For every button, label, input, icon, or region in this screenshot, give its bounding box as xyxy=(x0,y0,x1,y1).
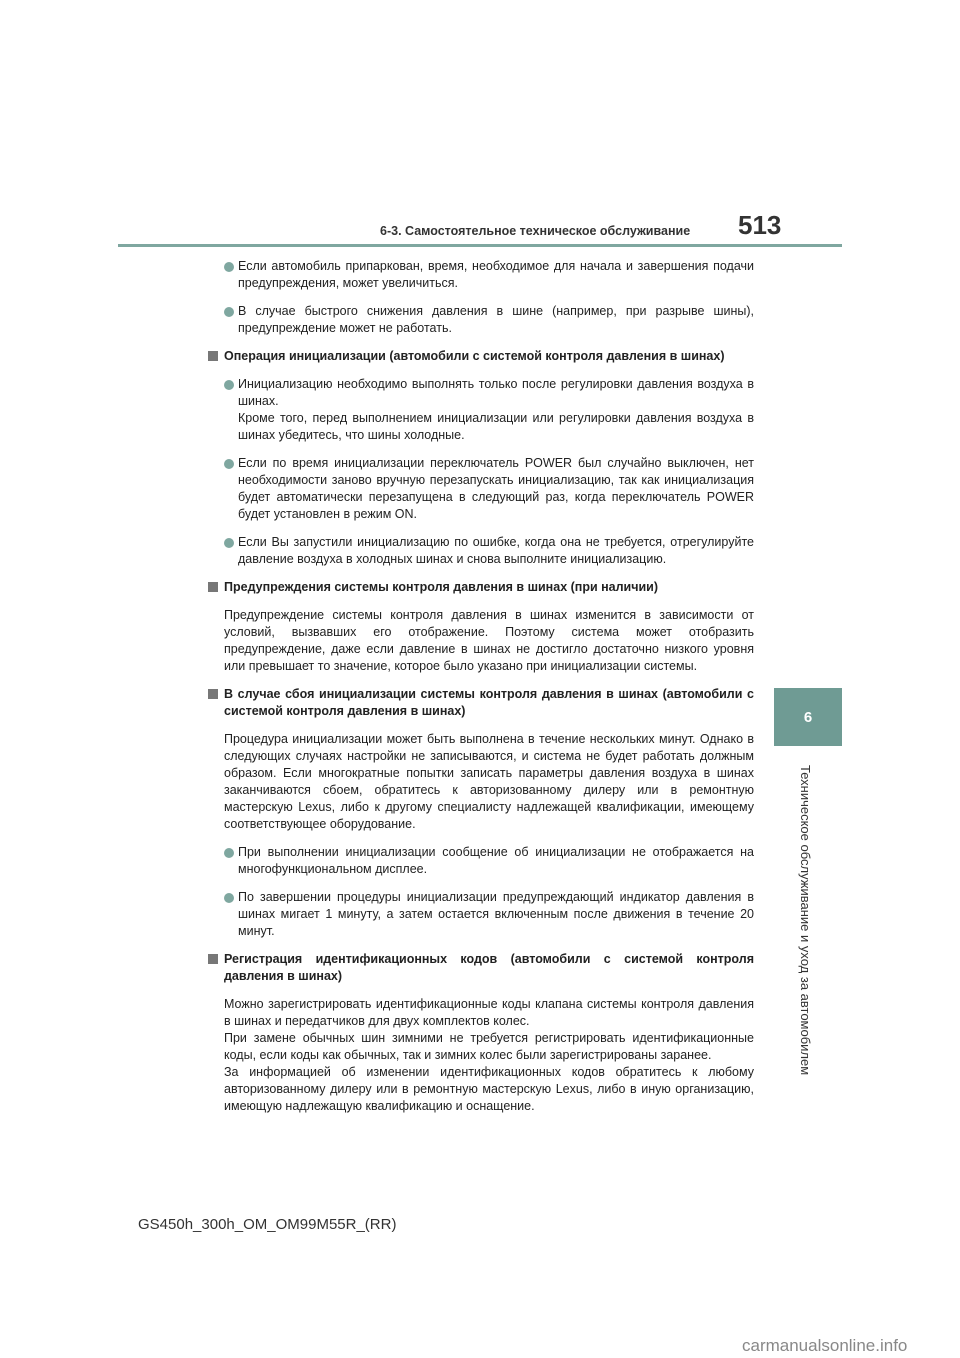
square-marker-icon xyxy=(208,689,218,699)
heading-text: Предупреждения системы контроля давления в шинах (при наличии) xyxy=(224,580,659,594)
bullet-item xyxy=(208,258,754,292)
paragraph-text: Процедура инициализации может быть выполнена в течение нескольких минут. Однако в следующих случаях настройки не записываются, и система не будет работать должным образом. Если многократные попытки записать параметры давления воздуха в шинах заканчиваются сбоем, обратитесь к авторизованному дилеру или в ремонтную мастерскую Lexus, либо к другому специалисту надлежащей квалификации, имеющему соответствующее оборудование. xyxy=(224,732,754,831)
subsection-heading xyxy=(208,686,754,720)
heading-text: Регистрация идентификационных кодов (автомобили с системой контроля давления в шинах) xyxy=(224,952,754,983)
paragraph xyxy=(208,731,754,833)
square-marker-icon xyxy=(208,954,218,964)
square-marker-icon xyxy=(208,351,218,361)
bullet-item xyxy=(208,889,754,940)
chapter-number: 6 xyxy=(803,708,813,726)
bullet-item xyxy=(208,376,754,444)
bullet-text: В случае быстрого снижения давления в шине (например, при разрыве шины), предупреждение может не работать. xyxy=(238,304,754,335)
bullet-dot-icon xyxy=(224,538,234,548)
subsection-heading xyxy=(208,348,754,365)
heading-text: В случае сбоя инициализации системы контроля давления в шинах (автомобили с системой контроля давления в шинах) xyxy=(224,687,754,718)
bullet-dot-icon xyxy=(224,893,234,903)
bullet-text: Если автомобиль припаркован, время, необходимое для начала и завершения подачи предупреждения, может увеличиться. xyxy=(238,259,754,290)
bullet-text: Если Вы запустили инициализацию по ошибке, когда она не требуется, отрегулируйте давление воздуха в холодных шинах и снова выполните инициализацию. xyxy=(238,535,754,566)
bullet-text: По завершении процедуры инициализации предупреждающий индикатор давления в шинах мигает 1 минуту, а затем остается включенным после движения в течение 20 минут. xyxy=(238,890,754,938)
chapter-side-label: Техническое обслуживание и уход за автомобилем xyxy=(798,765,813,1076)
bullet-dot-icon xyxy=(224,262,234,272)
paragraph-text: Можно зарегистрировать идентификационные коды клапана системы контроля давления в шинах и передатчиков для двух комплектов колес. При замене обычных шин зимними не требуется регистрировать идентификационные коды, если коды как обычных, так и зимних колес были зарегистрированы заранее. За информацией об изменении идентификационных кодов обратитесь к любому авторизованному дилеру или в ремонтную мастерскую Lexus, либо в иную организацию, имеющую надлежащую квалификацию и оснащение. xyxy=(224,997,754,1113)
section-title: 6-3. Самостоятельное техническое обслуживание xyxy=(380,224,691,238)
paragraph xyxy=(208,996,754,1115)
paragraph-text: Предупреждение системы контроля давления в шинах изменится в зависимости от условий, вызвавших его отображение. Поэтому система может отобразить предупреждение, даже если давление в шинах не достигло достаточно низкого уровня или превышает то значение, которое было указано при инициализации системы. xyxy=(224,608,754,673)
square-marker-icon xyxy=(208,582,218,592)
bullet-dot-icon xyxy=(224,380,234,390)
bullet-dot-icon xyxy=(224,307,234,317)
heading-text: Операция инициализации (автомобили с системой контроля давления в шинах) xyxy=(224,349,725,363)
watermark: carmanualsonline.info xyxy=(742,1336,908,1355)
paragraph xyxy=(208,607,754,675)
bullet-dot-icon xyxy=(224,848,234,858)
bullet-item xyxy=(208,844,754,878)
chapter-tab xyxy=(774,688,842,746)
bullet-text: Инициализацию необходимо выполнять только после регулировки давления воздуха в шинах. Кроме того, перед выполнением инициализации или регулировки давления воздуха в шинах убедитесь, что шины холодные. xyxy=(238,377,754,442)
page-number: 513 xyxy=(738,210,782,240)
subsection-heading xyxy=(208,579,754,596)
bullet-item xyxy=(208,534,754,568)
bullet-dot-icon xyxy=(224,459,234,469)
document-code: GS450h_300h_OM_OM99M55R_(RR) xyxy=(138,1216,397,1233)
bullet-text: При выполнении инициализации сообщение об инициализации не отображается на многофункциональном дисплее. xyxy=(238,845,754,876)
bullet-item xyxy=(208,303,754,337)
header-divider xyxy=(118,244,842,247)
bullet-text: Если по время инициализации переключатель POWER был случайно выключен, нет необходимости заново вручную перезапускать инициализацию, так как инициализация будет автоматически перезапущена в следующий раз, когда переключатель POWER будет установлен в режим ON. xyxy=(238,456,754,521)
page-content xyxy=(208,258,754,1126)
subsection-heading xyxy=(208,951,754,985)
bullet-item xyxy=(208,455,754,523)
